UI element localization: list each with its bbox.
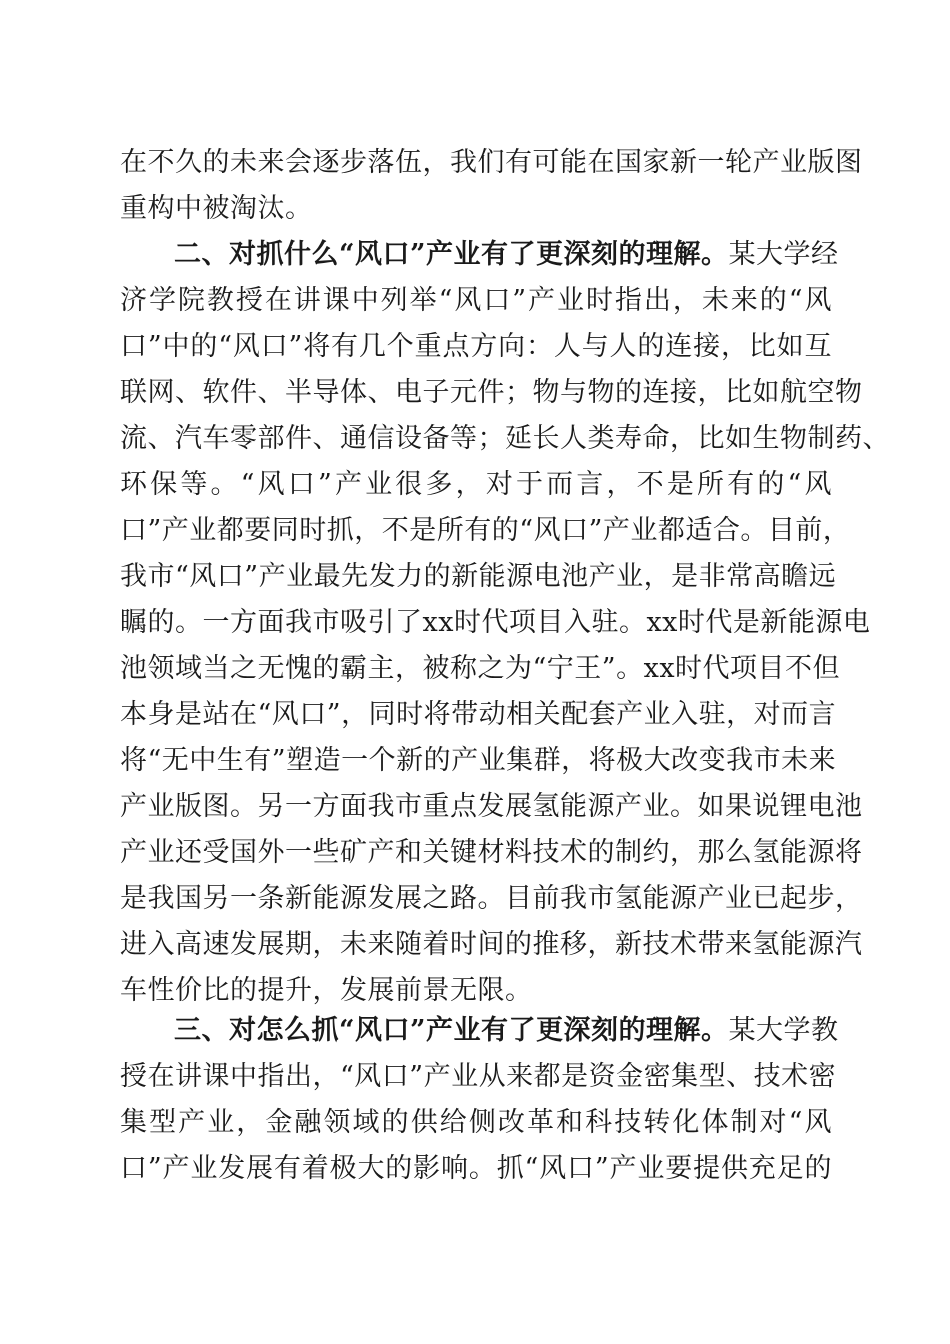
text-line: 环保等。“风口”产业很多，对于而言，不是所有的“风 [120,469,832,500]
text-line: 流、汽车零部件、通信设备等；延长人类寿命，比如生物制药、 [120,423,890,454]
text-line: 产业版图。另一方面我市重点发展氢能源产业。如果说锂电池 [120,791,863,822]
text-line: 车性价比的提升，发展前景无限。 [120,975,533,1006]
paragraph-continuation [120,140,863,232]
text-line: 口”中的“风口”将有几个重点方向：人与人的连接，比如互 [120,331,832,362]
text-line: 瞩的。一方面我市吸引了xx时代项目入驻。xx时代是新能源电 [120,607,871,638]
text-line: 济学院教授在讲课中列举“风口”产业时指出，未来的“风 [120,285,832,316]
text-line: 集型产业，金融领域的供给侧改革和科技转化体制对“风 [120,1107,832,1138]
text-line: 重构中被淘汰。 [120,193,313,224]
paragraph-first-line [120,232,839,278]
text-line: 进入高速发展期，未来随着时间的推移，新技术带来氢能源汽 [120,929,863,960]
paragraph-section-two [120,232,890,1014]
text-line: 在不久的未来会逐步落伍，我们有可能在国家新一轮产业版图 [120,147,863,178]
heading-trailing-text: 某大学经 [728,239,839,270]
text-line: 授在讲课中指出，“风口”产业从来都是资金密集型、技术密 [120,1061,837,1092]
text-line: 口”产业都要同时抓，不是所有的“风口”产业都适合。目前， [120,515,851,546]
paragraph-section-three [120,1008,839,1192]
section-heading: 三、对怎么抓“风口”产业有了更深刻的理解。 [174,1015,729,1046]
text-line: 联网、软件、半导体、电子元件；物与物的连接，比如航空物 [120,377,863,408]
heading-trailing-text: 某大学教 [728,1015,839,1046]
paragraph-first-line [120,1008,839,1054]
text-line: 池领域当之无愧的霸主，被称之为“宁王”。xx时代项目不但 [120,653,841,684]
text-line: 口”产业发展有着极大的影响。抓“风口”产业要提供充足的 [120,1153,832,1184]
text-line: 是我国另一条新能源发展之路。目前我市氢能源产业已起步， [120,883,863,914]
text-line: 我市“风口”产业最先发力的新能源电池产业，是非常高瞻远 [120,561,837,592]
text-line: 产业还受国外一些矿产和关键材料技术的制约，那么氢能源将 [120,837,863,868]
text-line: 将“无中生有”塑造一个新的产业集群，将极大改变我市未来 [120,745,837,776]
section-heading: 二、对抓什么“风口”产业有了更深刻的理解。 [174,239,729,270]
text-line: 本身是站在“风口”，同时将带动相关配套产业入驻，对而言 [120,699,837,730]
